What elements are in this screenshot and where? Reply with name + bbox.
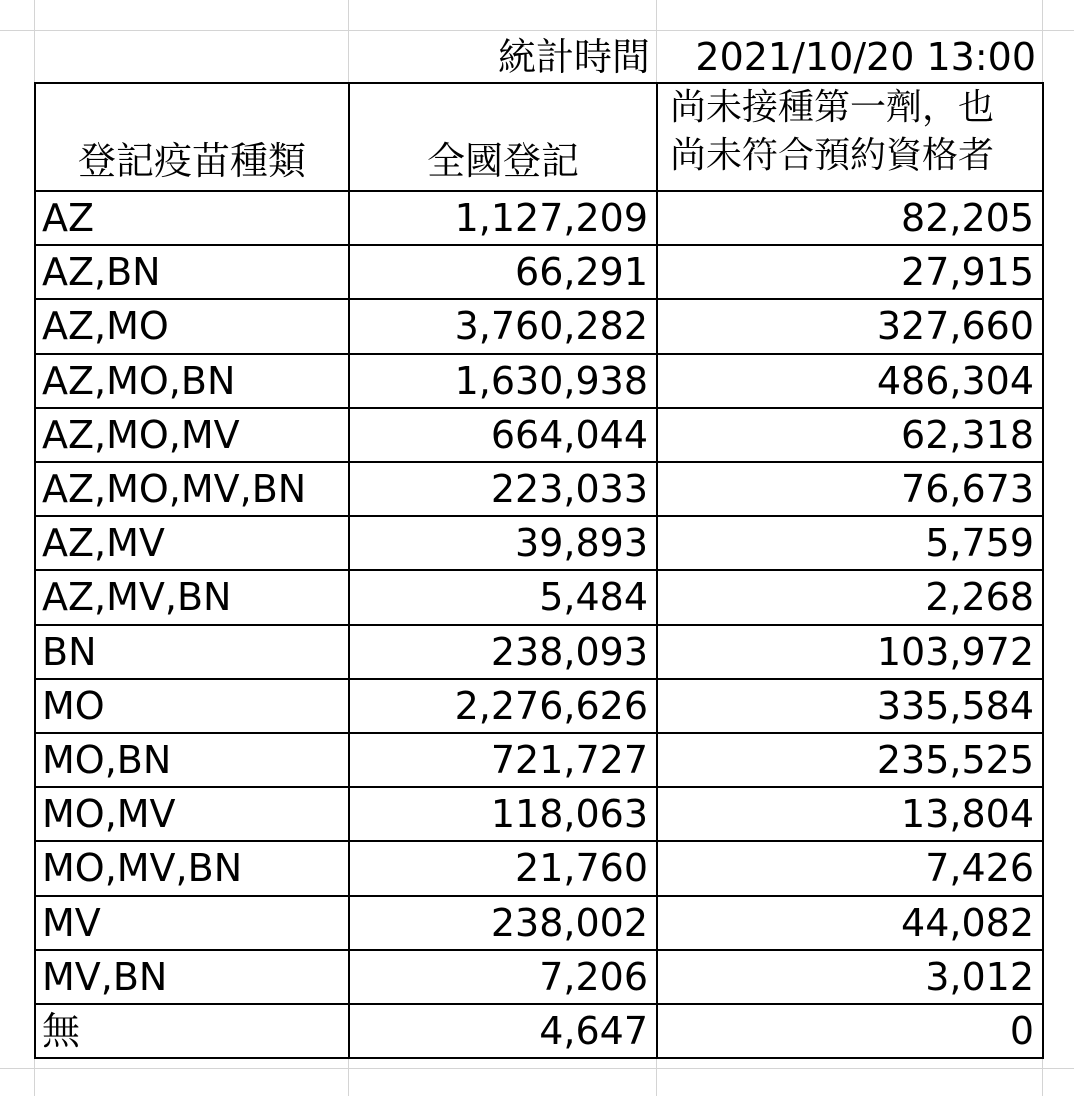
header-not-first-dose-line1: 尚未接種第一劑，也	[670, 87, 995, 128]
cell-vaccine-type[interactable]: AZ,MO	[42, 304, 169, 348]
cell-vaccine-type[interactable]: AZ,MV,BN	[42, 575, 232, 619]
cell-not-first-dose[interactable]: 82,205	[901, 196, 1034, 240]
cell-vaccine-type[interactable]: MO	[42, 684, 105, 728]
cell-not-first-dose[interactable]: 7,426	[925, 846, 1034, 890]
cell-national-registered[interactable]: 39,893	[515, 521, 648, 565]
cell-national-registered[interactable]: 4,647	[539, 1009, 648, 1053]
cell-not-first-dose[interactable]: 0	[1009, 1009, 1034, 1053]
cell-vaccine-type[interactable]: 無	[42, 1009, 81, 1053]
stat-time-value[interactable]: 2021/10/20 13:00	[695, 35, 1036, 79]
cell-vaccine-type[interactable]: AZ	[42, 196, 95, 240]
cell-vaccine-type[interactable]: MO,BN	[42, 738, 172, 782]
cell-national-registered[interactable]: 1,630,938	[454, 359, 648, 403]
stat-time-label[interactable]: 統計時間	[497, 35, 650, 79]
cell-not-first-dose[interactable]: 3,012	[925, 955, 1034, 999]
cell-not-first-dose[interactable]: 327,660	[876, 304, 1034, 348]
cell-vaccine-type[interactable]: MV,BN	[42, 955, 168, 999]
border-line	[34, 895, 1044, 897]
cell-national-registered[interactable]: 664,044	[490, 413, 648, 457]
border-line	[656, 82, 658, 1059]
cell-not-first-dose[interactable]: 13,804	[901, 792, 1034, 836]
header-national-registered[interactable]: 全國登記	[426, 139, 579, 183]
cell-national-registered[interactable]: 3,760,282	[454, 304, 648, 348]
border-line	[34, 515, 1044, 517]
border-line	[34, 461, 1044, 463]
cell-not-first-dose[interactable]: 62,318	[901, 413, 1034, 457]
cell-national-registered[interactable]: 223,033	[490, 467, 648, 511]
header-not-first-dose-line2: 尚未符合預約資格者	[670, 135, 995, 176]
cell-vaccine-type[interactable]: AZ,MV	[42, 521, 165, 565]
border-line	[34, 786, 1044, 788]
cell-vaccine-type[interactable]: MV	[42, 901, 101, 945]
cell-not-first-dose[interactable]: 27,915	[901, 250, 1034, 294]
cell-vaccine-type[interactable]: MO,MV,BN	[42, 846, 243, 890]
cell-vaccine-type[interactable]: BN	[42, 630, 97, 674]
cell-not-first-dose[interactable]: 44,082	[901, 901, 1034, 945]
border-line	[34, 353, 1044, 355]
border-line	[34, 624, 1044, 626]
cell-not-first-dose[interactable]: 103,972	[876, 630, 1034, 674]
cell-not-first-dose[interactable]: 2,268	[925, 575, 1034, 619]
border-line	[34, 1003, 1044, 1005]
cell-national-registered[interactable]: 66,291	[515, 250, 648, 294]
border-line	[34, 1057, 1044, 1059]
cell-national-registered[interactable]: 238,093	[490, 630, 648, 674]
header-not-first-dose[interactable]	[658, 84, 1042, 190]
grid-line	[0, 1068, 1074, 1069]
cell-national-registered[interactable]: 5,484	[539, 575, 648, 619]
cell-national-registered[interactable]: 2,276,626	[454, 684, 648, 728]
border-line	[34, 678, 1044, 680]
border-line	[34, 244, 1044, 246]
border-line	[34, 569, 1044, 571]
border-line	[34, 840, 1044, 842]
cell-national-registered[interactable]: 21,760	[515, 846, 648, 890]
border-line	[34, 949, 1044, 951]
cell-not-first-dose[interactable]: 5,759	[925, 521, 1034, 565]
border-line	[348, 82, 350, 1059]
border-line	[34, 298, 1044, 300]
cell-vaccine-type[interactable]: AZ,BN	[42, 250, 161, 294]
header-vaccine-type[interactable]: 登記疫苗種類	[77, 139, 306, 183]
border-line	[1042, 82, 1044, 1059]
border-line	[34, 732, 1044, 734]
cell-vaccine-type[interactable]: AZ,MO,MV,BN	[42, 467, 307, 511]
cell-vaccine-type[interactable]: MO,MV	[42, 792, 176, 836]
cell-national-registered[interactable]: 721,727	[490, 738, 648, 782]
cell-national-registered[interactable]: 1,127,209	[454, 196, 648, 240]
cell-not-first-dose[interactable]: 486,304	[876, 359, 1034, 403]
cell-vaccine-type[interactable]: AZ,MO,MV	[42, 413, 240, 457]
border-line	[34, 407, 1044, 409]
cell-not-first-dose[interactable]: 235,525	[876, 738, 1034, 782]
border-line	[34, 190, 1044, 192]
cell-national-registered[interactable]: 238,002	[490, 901, 648, 945]
border-line	[34, 82, 1044, 84]
cell-national-registered[interactable]: 7,206	[539, 955, 648, 999]
cell-not-first-dose[interactable]: 76,673	[901, 467, 1034, 511]
cell-not-first-dose[interactable]: 335,584	[876, 684, 1034, 728]
cell-national-registered[interactable]: 118,063	[490, 792, 648, 836]
border-line	[34, 82, 36, 1059]
cell-vaccine-type[interactable]: AZ,MO,BN	[42, 359, 236, 403]
